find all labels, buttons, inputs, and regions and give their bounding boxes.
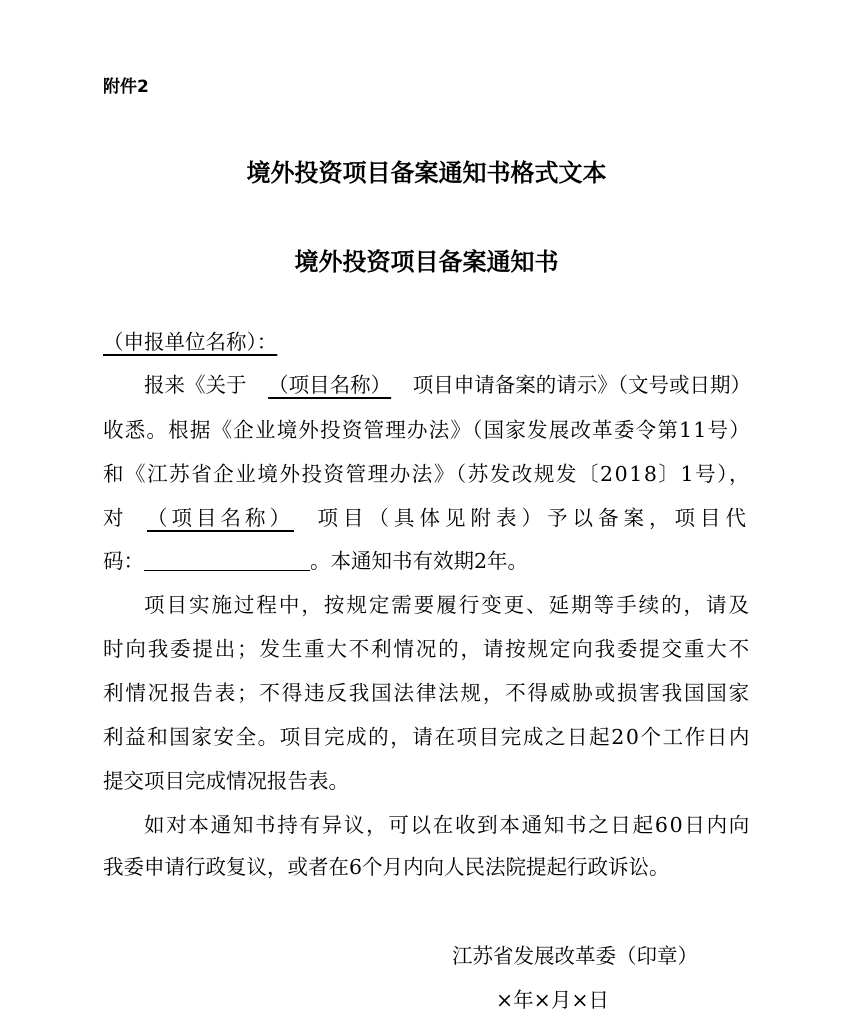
p1-line-4 bbox=[103, 503, 751, 533]
signature-org: 江苏省发展改革委（印章） bbox=[452, 944, 698, 968]
p1-l5-post: 。本通知书有效期2年。 bbox=[310, 549, 529, 573]
p1-l5-pre: 码： bbox=[103, 549, 144, 573]
attachment-label: 附件2 bbox=[103, 77, 149, 97]
p2-line-2: 时向我委提出；发生重大不利情况的，请按规定向我委提交重大不 bbox=[103, 637, 751, 661]
p1-line-2: 收悉。根据《企业境外投资管理办法》（国家发展改革委令第11号） bbox=[103, 418, 751, 442]
signature-date: ×年×月×日 bbox=[496, 988, 610, 1012]
p1-line-3: 和《江苏省企业境外投资管理办法》（苏发改规发〔2018〕1号）， bbox=[103, 462, 751, 486]
p3-line-1: 如对本通知书持有异议，可以在收到本通知书之日起60日内向 bbox=[144, 813, 751, 837]
document-title: 境外投资项目备案通知书格式文本 bbox=[246, 159, 607, 187]
addressee: （申报单位名称）： bbox=[103, 330, 278, 354]
project-name-placeholder-2: （项目名称） bbox=[147, 506, 294, 530]
p1-l4-pre: 对 bbox=[103, 506, 124, 530]
p2-line-1: 项目实施过程中，按规定需要履行变更、延期等手续的，请及 bbox=[144, 593, 751, 617]
p1-line-1 bbox=[103, 370, 751, 400]
project-name-placeholder-1: （项目名称） bbox=[268, 373, 392, 397]
p2-line-4: 利益和国家安全。项目完成的，请在项目完成之日起20个工作日内 bbox=[103, 725, 751, 749]
p2-line-3: 利情况报告表；不得违反我国法律法规，不得威胁或损害我国国家 bbox=[103, 681, 751, 705]
notice-title: 境外投资项目备案通知书 bbox=[294, 248, 559, 276]
p1-l1-pre: 报来《关于 bbox=[144, 373, 247, 397]
p1-l4-post: 项目（具体见附表）予以备案，项目代 bbox=[317, 506, 751, 530]
p1-line-5 bbox=[103, 546, 751, 576]
project-code-blank bbox=[144, 548, 310, 571]
p3-line-2: 我委申请行政复议，或者在6个月内向人民法院提起行政诉讼。 bbox=[103, 855, 670, 879]
p2-line-5: 提交项目完成情况报告表。 bbox=[103, 769, 349, 793]
p1-l1-post: 项目申请备案的请示》（文号或日期） bbox=[412, 373, 751, 397]
addressee-line bbox=[103, 327, 751, 357]
